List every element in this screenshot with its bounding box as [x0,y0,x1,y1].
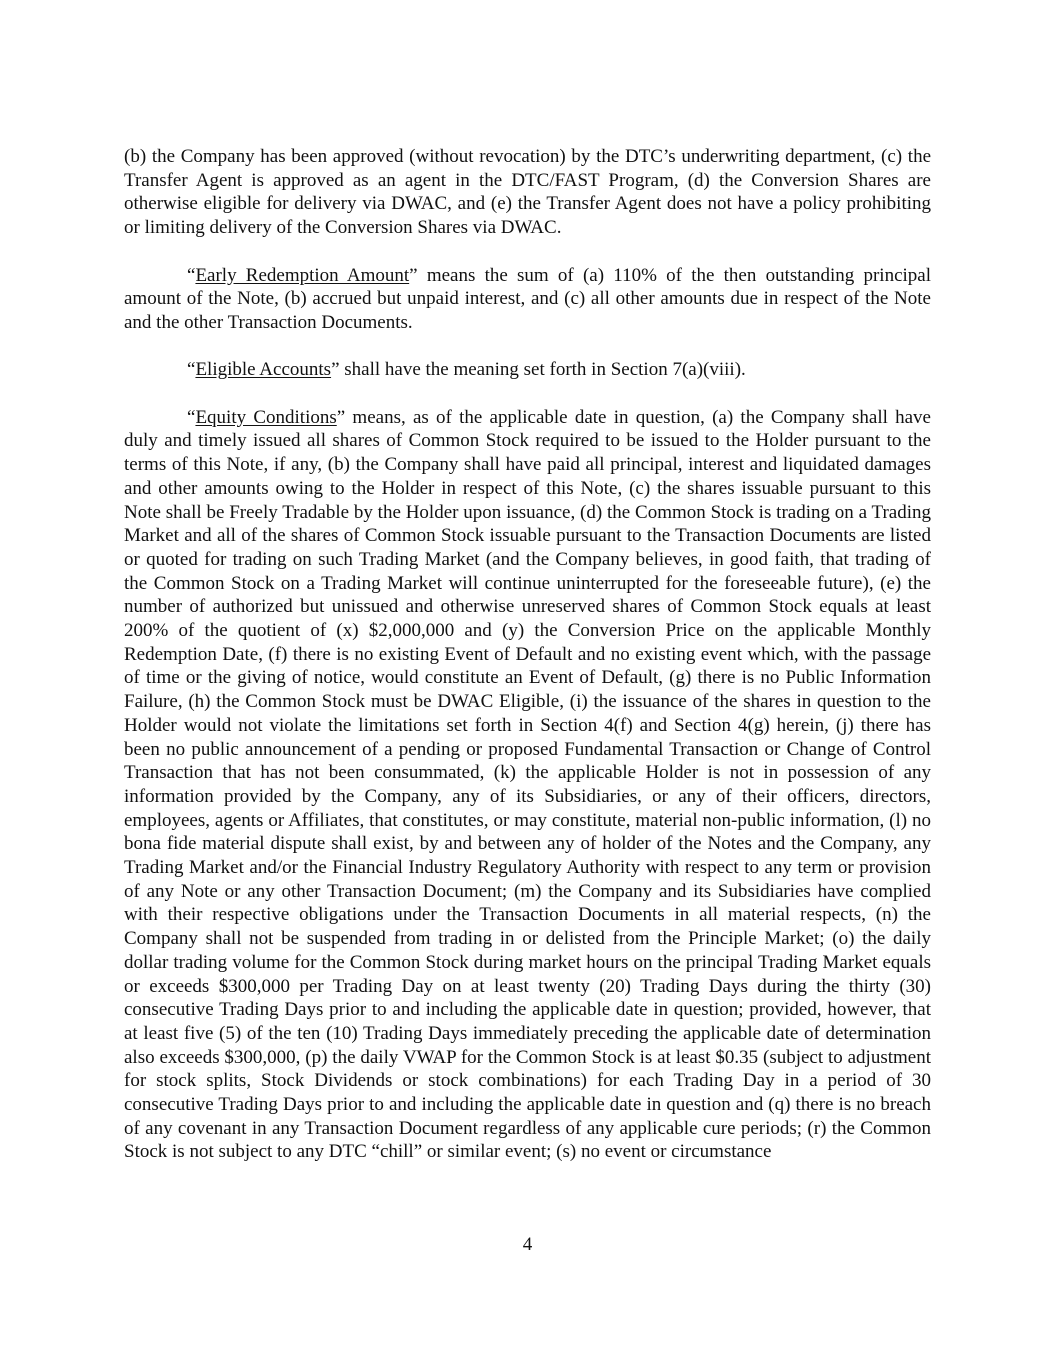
definition-text: ” means, as of the applicable date in question, (a) the Company shall have duly and timely issued all shares of Common Stock required to be issued to the Holder pursuant to the terms of this Note, if any, (b) the Company shall have paid all principal, interest and liquidated damages and other amounts owing to the Holder in respect of this Note, (c) the shares issuable pursuant to this Note shall be Freely Tradable by the Holder upon issuance, (d) the Common Stock is trading on a Trading Market and all of the shares of Common Stock issuable pursuant to the Transaction Documents are listed or quoted for trading on such Trading Market (and the Company believes, in good faith, that trading of the Common Stock on a Trading Market will continue uninterrupted for the foreseeable future), (e) the number of authorized but unissued and otherwise unreserved shares of Common Stock equals at least 200% of the quotient of (x) $2,000,000 and (y) the Conversion Price on the applicable Monthly Redemption Date, (f) there is no existing Event of Default and no existing event which, with the passage of time or the giving of notice, would constitute an Event of Default, (g) there is no Public Information Failure, (h) the Common Stock must be DWAC Eligible, (i) the issuance of the shares in question to the Holder would not violate the limitations set forth in Section 4(f) and Section 4(g) herein, (j) there has been no public announcement of a pending or proposed Fundamental Transaction or Change of Control Transaction that has not been consummated, (k) the applicable Holder is not in possession of any information provided by the Company, any of its Subsidiaries, or any of their officers, directors, employees, agents or Affiliates, that constitutes, or may constitute, material non-public information, (l) no bona fide material dispute shall exist, by and between any of holder of the Notes and the Company, any Trading Market and/or the Financial Industry Regulatory Authority with respect to any term or provision of any Note or any other Transaction Document; (m) the Company and its Subsidiaries have complied with their respective obligations under the Transaction Documents in all material respects, (n) the Company shall not be suspended from trading in or delisted from the Principle Market; (o) the daily dollar trading volume for the Common Stock during market hours on the principal Trading Market equals or exceeds $300,000 per Trading Day on at least twenty (20) Trading Days during the thirty (30) consecutive Trading Days prior to and including the applicable date in question; provided, however, that at least five (5) of the ten (10) Trading Days immediately preceding the applicable date of determination also exceeds $300,000, (p) the daily VWAP for the Common Stock is at least $0.35 (subject to adjustment for stock splits, Stock Dividends or stock combinations) for each Trading Day in a period of 30 consecutive Trading Days prior to and including the applicable date in question and (q) there is no breach of any covenant in any Transaction Document regardless of any applicable cure periods; (r) the Common Stock is not subject to any DTC “chill” or similar event; (s) no event or circumstance [124,406,931,1163]
open-quote: “ [187,359,196,381]
defined-term-eligible-accounts: Eligible Accounts [195,359,332,381]
paragraph-eligible-accounts [124,358,931,382]
definition-text: ” shall have the meaning set forth in Section 7(a)(viii). [331,359,746,381]
page-number: 4 [522,1234,533,1255]
defined-term-early-redemption-amount: Early Redemption Amount [195,264,410,286]
open-quote: “ [187,264,196,286]
paragraph-equity-conditions [124,406,931,1165]
defined-term-equity-conditions: Equity Conditions [195,406,337,428]
open-quote: “ [187,406,196,428]
document-body [124,145,931,1164]
paragraph-dwac-eligible-continuation: (b) the Company has been approved (without revocation) by the DTC’s underwriting department, (c) the Transfer Agent is approved as an agent in the DTC/FAST Program, (d) the Conversion Shares are otherwise eligible for delivery via DWAC, and (e) the Transfer Agent does not have a policy prohibiting or limiting delivery of the Conversion Shares via DWAC. [124,146,931,239]
definition-text: ” means the sum of (a) 110% of the then outstanding principal amount of the Note, (b) accrued but unpaid interest, and (c) all other amounts due in respect of the Note and the other Transaction Documents. [124,264,931,333]
paragraph-early-redemption-amount [124,264,931,335]
